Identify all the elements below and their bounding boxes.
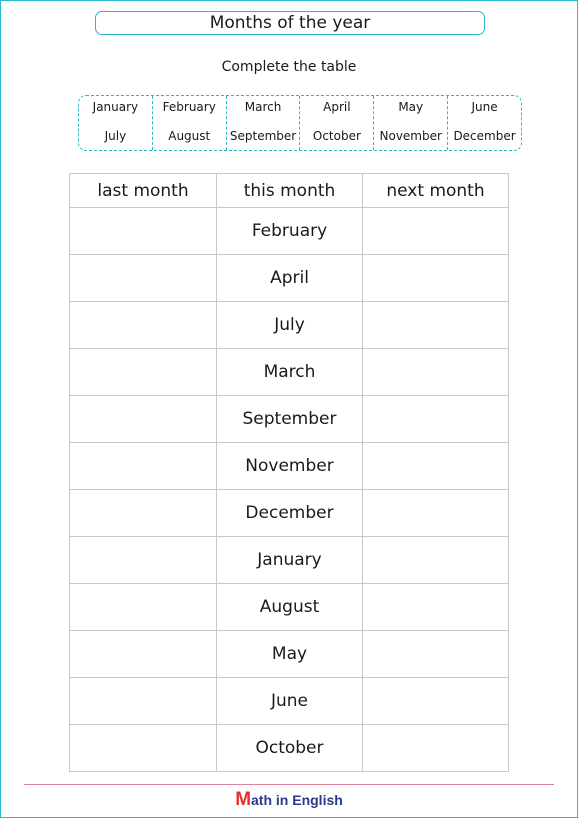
- next-month-cell[interactable]: [363, 631, 509, 678]
- this-month-cell: July: [217, 302, 363, 349]
- last-month-cell[interactable]: [70, 302, 217, 349]
- last-month-cell[interactable]: [70, 725, 217, 772]
- word-bank-column: [373, 96, 447, 150]
- last-month-cell[interactable]: [70, 443, 217, 490]
- table-row: [70, 584, 509, 631]
- table-header-row: [70, 174, 509, 208]
- page-title-text: Months of the year: [209, 13, 371, 33]
- last-month-cell[interactable]: [70, 678, 217, 725]
- word-bank-month: November: [379, 129, 442, 143]
- next-month-cell[interactable]: [363, 396, 509, 443]
- last-month-cell[interactable]: [70, 631, 217, 678]
- word-bank-month: October: [312, 129, 361, 143]
- table-row: [70, 490, 509, 537]
- word-bank-column: [79, 96, 152, 150]
- this-month-cell: June: [217, 678, 363, 725]
- word-bank-month: January: [92, 100, 139, 114]
- last-month-cell[interactable]: [70, 208, 217, 255]
- last-month-cell[interactable]: [70, 255, 217, 302]
- header-last-month: last month: [70, 174, 217, 208]
- table-row: [70, 208, 509, 255]
- this-month-cell: April: [217, 255, 363, 302]
- this-month-cell: September: [217, 396, 363, 443]
- table-row: [70, 678, 509, 725]
- instruction-text: Complete the table: [221, 59, 357, 75]
- next-month-cell[interactable]: [363, 208, 509, 255]
- word-bank: [78, 95, 522, 151]
- header-this-month: this month: [217, 174, 363, 208]
- header-next-month: next month: [363, 174, 509, 208]
- next-month-cell[interactable]: [363, 537, 509, 584]
- logo-rest-text: ath in English: [251, 792, 343, 808]
- next-month-cell[interactable]: [363, 443, 509, 490]
- next-month-cell[interactable]: [363, 302, 509, 349]
- word-bank-column: [447, 96, 521, 150]
- table-row: [70, 255, 509, 302]
- word-bank-month: March: [244, 100, 282, 114]
- this-month-cell: December: [217, 490, 363, 537]
- word-bank-month: August: [168, 129, 211, 143]
- word-bank-month: July: [104, 129, 127, 143]
- next-month-cell[interactable]: [363, 725, 509, 772]
- last-month-cell[interactable]: [70, 584, 217, 631]
- this-month-cell: May: [217, 631, 363, 678]
- last-month-cell[interactable]: [70, 349, 217, 396]
- table-row: [70, 537, 509, 584]
- this-month-cell: January: [217, 537, 363, 584]
- last-month-cell[interactable]: [70, 490, 217, 537]
- this-month-cell: October: [217, 725, 363, 772]
- logo-first-letter: M: [235, 789, 252, 810]
- word-bank-column: [226, 96, 300, 150]
- table-row: [70, 443, 509, 490]
- word-bank-month: April: [323, 100, 351, 114]
- math-in-english-logo: [0, 789, 578, 811]
- word-bank-month: May: [398, 100, 424, 114]
- next-month-cell[interactable]: [363, 678, 509, 725]
- table-row: [70, 631, 509, 678]
- word-bank-month: September: [229, 129, 297, 143]
- table-row: [70, 725, 509, 772]
- months-table: [69, 173, 509, 772]
- this-month-cell: February: [217, 208, 363, 255]
- page-title: [95, 11, 485, 35]
- this-month-cell: March: [217, 349, 363, 396]
- word-bank-month: February: [162, 100, 216, 114]
- last-month-cell[interactable]: [70, 396, 217, 443]
- last-month-cell[interactable]: [70, 537, 217, 584]
- word-bank-column: [299, 96, 373, 150]
- word-bank-month: June: [471, 100, 498, 114]
- this-month-cell: November: [217, 443, 363, 490]
- next-month-cell[interactable]: [363, 255, 509, 302]
- word-bank-month: December: [453, 129, 516, 143]
- next-month-cell[interactable]: [363, 349, 509, 396]
- this-month-cell: August: [217, 584, 363, 631]
- table-row: [70, 302, 509, 349]
- table-row: [70, 349, 509, 396]
- word-bank-column: [152, 96, 226, 150]
- next-month-cell[interactable]: [363, 584, 509, 631]
- next-month-cell[interactable]: [363, 490, 509, 537]
- table-row: [70, 396, 509, 443]
- footer-divider: [24, 784, 554, 785]
